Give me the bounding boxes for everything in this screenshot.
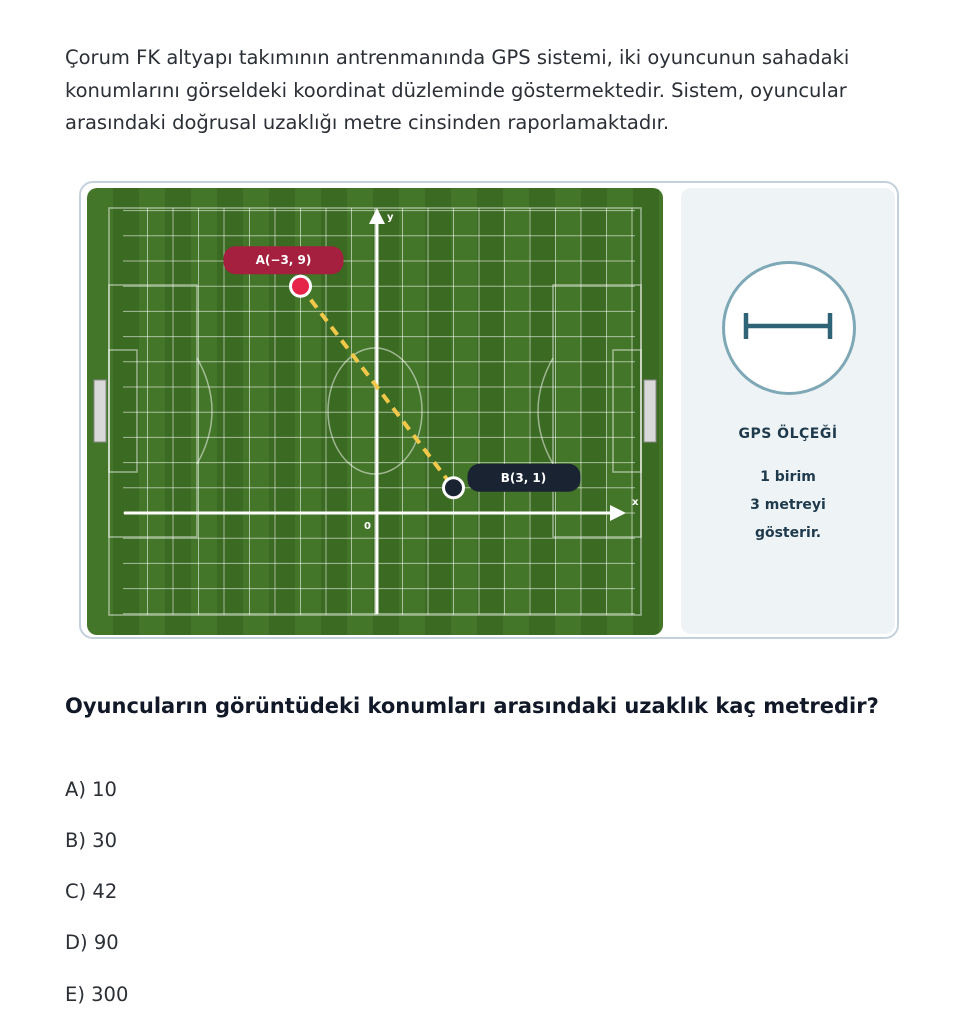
option-a[interactable]: A) 10 (65, 778, 117, 801)
option-d[interactable]: D) 90 (65, 931, 119, 954)
question-text: Oyuncuların görüntüdeki konumları arasındaki uzaklık kaç metredir? (65, 694, 879, 718)
scale-panel (681, 188, 895, 634)
scale-badge (722, 261, 856, 395)
point-a-marker (291, 276, 311, 296)
point-a-label: A(−3, 9) (255, 253, 312, 268)
option-c[interactable]: C) 42 (65, 880, 118, 903)
scale-bar-icon (725, 264, 853, 392)
scale-line-3: gösterir. (754, 525, 822, 541)
y-axis-label: y (387, 212, 394, 223)
intro-paragraph: Çorum FK altyapı takımının antrenmanında GPS sistemi, iki oyuncunun sahadaki konumlarını görseldeki koordinat düzleminde göstermektedir. Sistem, oyuncular arasındaki doğrusal uzaklığı metre cinsinden raporlamaktadır. (65, 46, 850, 134)
pitch-diagram (87, 188, 663, 635)
point-b-label: B(3, 1) (500, 470, 547, 485)
x-axis-label: x (632, 497, 639, 508)
option-b[interactable]: B) 30 (65, 829, 117, 852)
origin-label: 0 (364, 521, 371, 532)
right-goal (644, 380, 656, 442)
scale-line-2: 3 metreyi (750, 497, 826, 513)
option-e[interactable]: E) 300 (65, 983, 129, 1006)
scale-line-1: 1 birim (760, 469, 816, 485)
left-goal (94, 380, 106, 442)
scale-title: GPS ÖLÇEĞİ (738, 426, 838, 442)
figure-panel (79, 181, 899, 639)
football-pitch (87, 188, 663, 635)
point-b-marker (444, 478, 464, 498)
